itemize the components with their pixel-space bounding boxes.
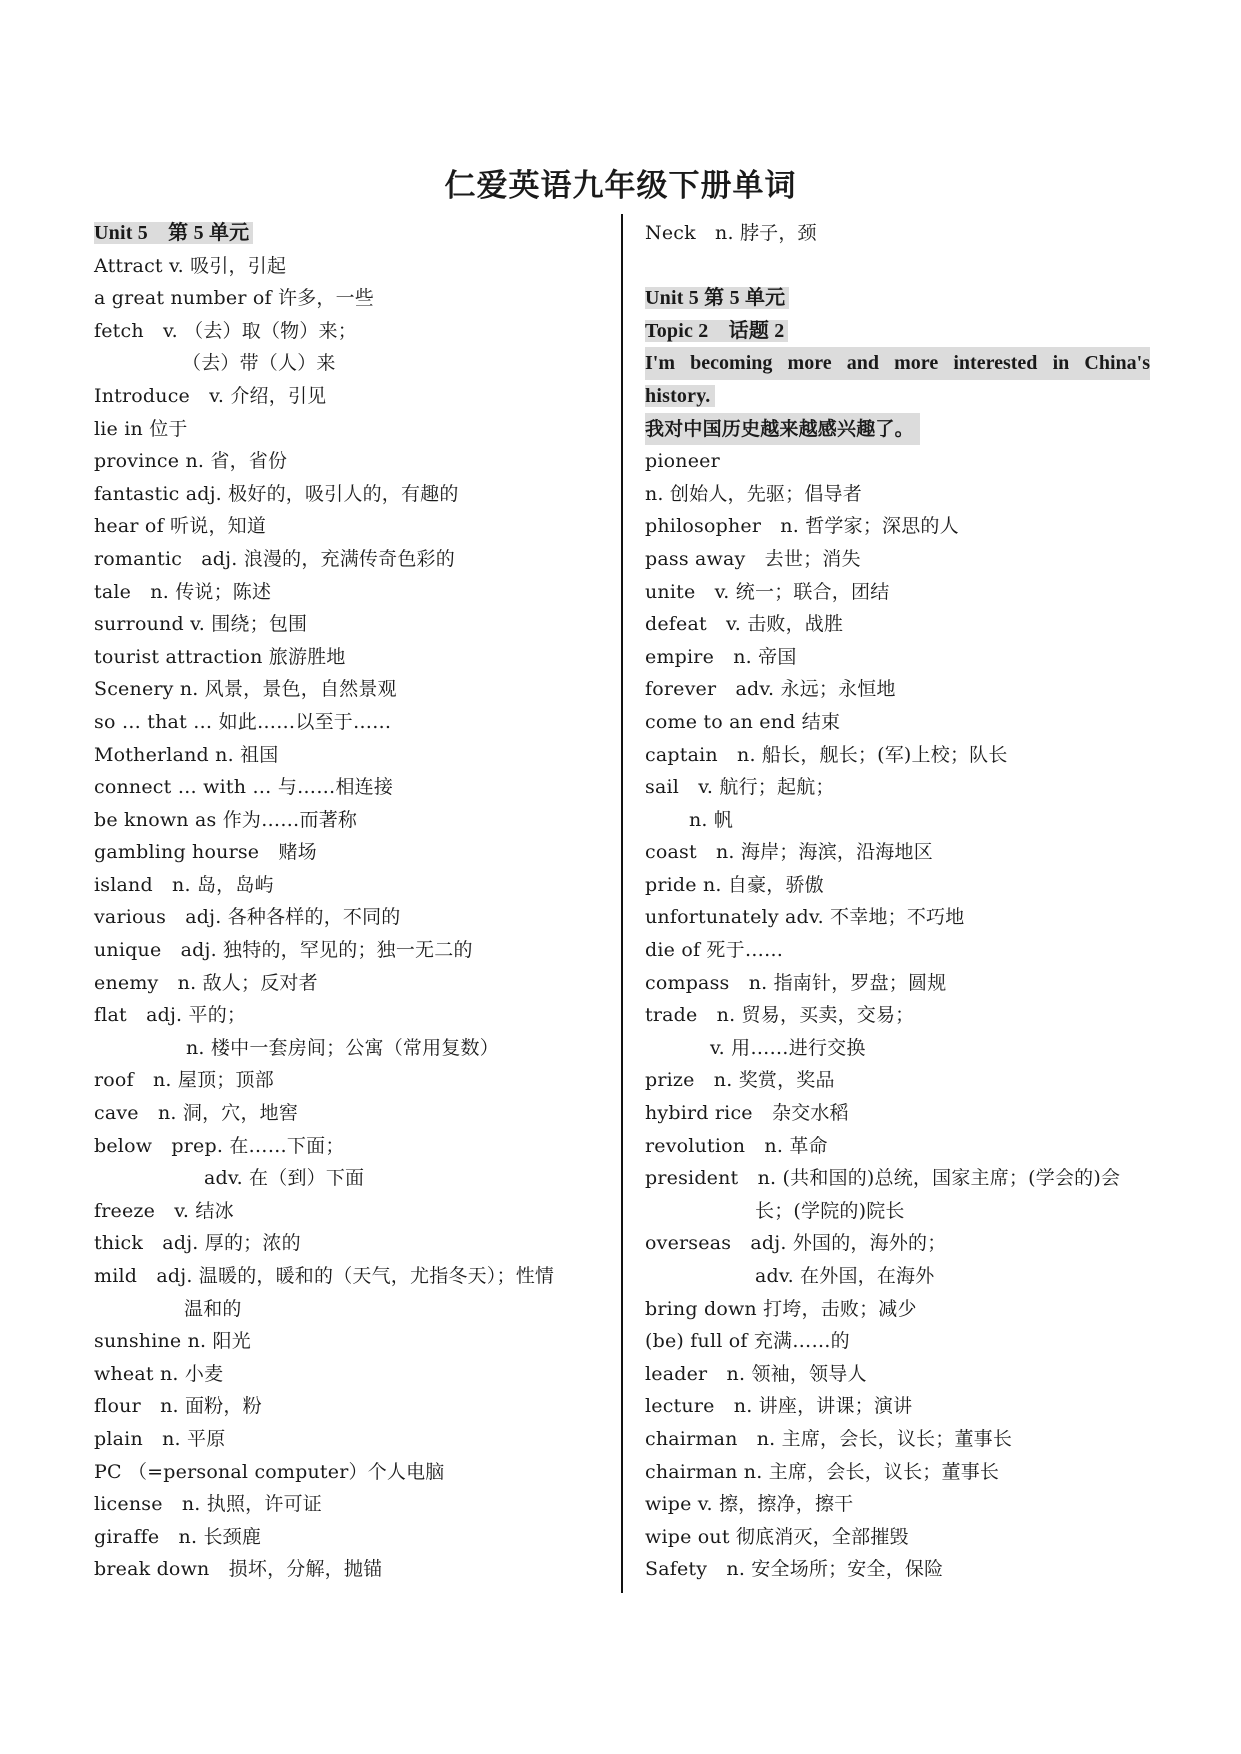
vocab-entry-continuation: v. 用……进行交换 xyxy=(710,1036,866,1059)
vocab-entry: roof n. 屋顶；顶部 xyxy=(94,1069,274,1092)
vocab-entry: Introduce v. 介绍，引见 xyxy=(94,384,327,407)
vocab-entry: compass n. 指南针，罗盘；圆规 xyxy=(645,971,947,994)
vocab-entry: overseas adj. 外国的，海外的； xyxy=(645,1232,947,1255)
topic-sentence-en-cont: history. xyxy=(645,380,1160,413)
vocab-entry: lecture n. 讲座，讲课；演讲 xyxy=(645,1395,913,1418)
vocab-entry: pass away 去世；消失 xyxy=(645,547,861,570)
vocab-entry: unique adj. 独特的，罕见的；独一无二的 xyxy=(94,939,473,962)
vocab-entry: pioneer xyxy=(645,450,720,473)
vocab-entry: mild adj. 温暖的，暖和的（天气，尤指冬天）；性情 xyxy=(94,1265,555,1287)
vocab-entry: gambling hourse 赌场 xyxy=(94,841,317,864)
vocab-entry: surround v. 围绕；包围 xyxy=(94,613,308,636)
vocab-entry-continuation: 温和的 xyxy=(184,1297,242,1320)
blank-line xyxy=(645,250,1160,283)
vocab-entry: philosopher n. 哲学家；深思的人 xyxy=(645,515,959,538)
vocab-entry: defeat v. 击败，战胜 xyxy=(645,613,844,636)
vocab-entry: license n. 执照，许可证 xyxy=(94,1493,322,1516)
vocab-entry: below prep. 在……下面； xyxy=(94,1134,345,1157)
vocab-entry-continuation: adv. 在（到）下面 xyxy=(204,1167,365,1190)
vocab-entry: die of 死于…… xyxy=(645,939,784,962)
vocab-entry-continuation: n. 帆 xyxy=(689,808,734,831)
vocab-entry: freeze v. 结冰 xyxy=(94,1199,234,1222)
vocab-entry: break down 损坏，分解，抛锚 xyxy=(94,1558,383,1581)
vocab-entry: fetch v. （去）取（物）来； xyxy=(94,319,357,342)
vocab-entry: empire n. 帝国 xyxy=(645,645,797,668)
vocab-entry: wheat n. 小麦 xyxy=(94,1362,224,1385)
column-divider xyxy=(621,214,623,1593)
vocab-entry: leader n. 领袖，领导人 xyxy=(645,1362,867,1385)
vocab-entry: Scenery n. 风景，景色，自然景观 xyxy=(94,678,397,701)
vocab-entry: province n. 省，省份 xyxy=(94,450,288,473)
right-column xyxy=(645,217,1160,1586)
vocab-entry: plain n. 平原 xyxy=(94,1427,226,1450)
topic-sentence-zh: 我对中国历史越来越感兴趣了。 xyxy=(645,413,1160,446)
vocab-entry-continuation: adv. 在外国，在海外 xyxy=(755,1265,935,1287)
vocab-entry: chairman n. 主席，会长，议长；董事长 xyxy=(645,1460,1000,1483)
vocab-entry: island n. 岛，岛屿 xyxy=(94,873,274,896)
vocab-entry: thick adj. 厚的；浓的 xyxy=(94,1232,301,1255)
vocab-entry: hear of 听说，知道 xyxy=(94,515,267,538)
vocab-entry: coast n. 海岸；海滨，沿海地区 xyxy=(645,841,933,864)
vocab-entry: tourist attraction 旅游胜地 xyxy=(94,645,346,668)
vocab-entry: sunshine n. 阳光 xyxy=(94,1330,251,1353)
vocab-entry: president n. (共和国的)总统，国家主席；(学会的)会 xyxy=(645,1167,1121,1190)
vocab-entry: tale n. 传说；陈述 xyxy=(94,580,272,603)
topic-heading: Topic 2 话题 2 xyxy=(645,315,1160,348)
vocab-entry: cave n. 洞，穴，地窖 xyxy=(94,1102,299,1125)
vocab-entry: Motherland n. 祖国 xyxy=(94,743,279,766)
vocab-entry: fantastic adj. 极好的，吸引人的，有趣的 xyxy=(94,482,459,505)
vocab-entry: be known as 作为……而著称 xyxy=(94,808,358,831)
vocab-entry: unite v. 统一；联合，团结 xyxy=(645,580,890,603)
vocab-entry-continuation: （去）带（人）来 xyxy=(182,352,336,375)
vocab-entry: sail v. 航行；起航； xyxy=(645,776,835,799)
vocab-entry: revolution n. 革命 xyxy=(645,1134,828,1157)
vocab-entry: wipe out 彻底消灭，全部摧毁 xyxy=(645,1525,909,1548)
vocab-entry: come to an end 结束 xyxy=(645,710,841,733)
vocab-entry: flat adj. 平的； xyxy=(94,1004,247,1027)
vocab-entry: unfortunately adv. 不幸地；不巧地 xyxy=(645,906,965,929)
vocab-entry: chairman n. 主席，会长，议长；董事长 xyxy=(645,1427,1013,1450)
vocab-entry: a great number of 许多，一些 xyxy=(94,287,374,310)
vocab-entry: giraffe n. 长颈鹿 xyxy=(94,1525,262,1548)
vocab-entry: n. 创始人，先驱；倡导者 xyxy=(645,482,862,505)
vocab-entry: PC （=personal computer）个人电脑 xyxy=(94,1460,445,1483)
vocab-entry: trade n. 贸易，买卖，交易； xyxy=(645,1004,915,1027)
vocab-entry: hybird rice 杂交水稻 xyxy=(645,1102,849,1125)
unit-heading: Unit 5 第 5 单元 xyxy=(645,282,1160,315)
vocab-entry: forever adv. 永远；永恒地 xyxy=(645,678,896,701)
vocab-entry: Attract v. 吸引，引起 xyxy=(94,254,287,277)
vocab-entry: (be) full of 充满……的 xyxy=(645,1330,850,1353)
vocab-entry: lie in 位于 xyxy=(94,417,188,440)
vocab-entry: various adj. 各种各样的，不同的 xyxy=(94,906,401,929)
vocab-entry: so … that … 如此……以至于…… xyxy=(94,710,392,733)
vocab-entry: pride n. 自豪，骄傲 xyxy=(645,873,824,896)
vocab-entry: Safety n. 安全场所；安全，保险 xyxy=(645,1558,944,1581)
left-column xyxy=(94,217,614,1586)
vocab-entry: Neck n. 脖子，颈 xyxy=(645,222,817,244)
vocab-entry-continuation: n. 楼中一套房间；公寓（常用复数） xyxy=(186,1036,499,1059)
vocab-entry: bring down 打垮，击败；减少 xyxy=(645,1297,917,1320)
topic-sentence-en: I'm becoming more and more interested in China's xyxy=(645,347,1150,380)
vocab-entry-continuation: 长；(学院的)院长 xyxy=(755,1199,905,1222)
vocab-entry: flour n. 面粉，粉 xyxy=(94,1395,262,1418)
vocab-entry: romantic adj. 浪漫的，充满传奇色彩的 xyxy=(94,547,455,570)
vocab-entry: connect … with … 与……相连接 xyxy=(94,776,394,799)
page-title: 仁爱英语九年级下册单词 xyxy=(444,168,797,204)
vocab-entry: enemy n. 敌人；反对者 xyxy=(94,971,318,994)
vocab-entry: wipe v. 擦，擦净，擦干 xyxy=(645,1493,854,1516)
vocab-entry: captain n. 船长，舰长；(军)上校；队长 xyxy=(645,743,1008,766)
vocab-entry: prize n. 奖赏，奖品 xyxy=(645,1069,835,1092)
unit-heading: Unit 5 第 5 单元 xyxy=(94,217,614,250)
